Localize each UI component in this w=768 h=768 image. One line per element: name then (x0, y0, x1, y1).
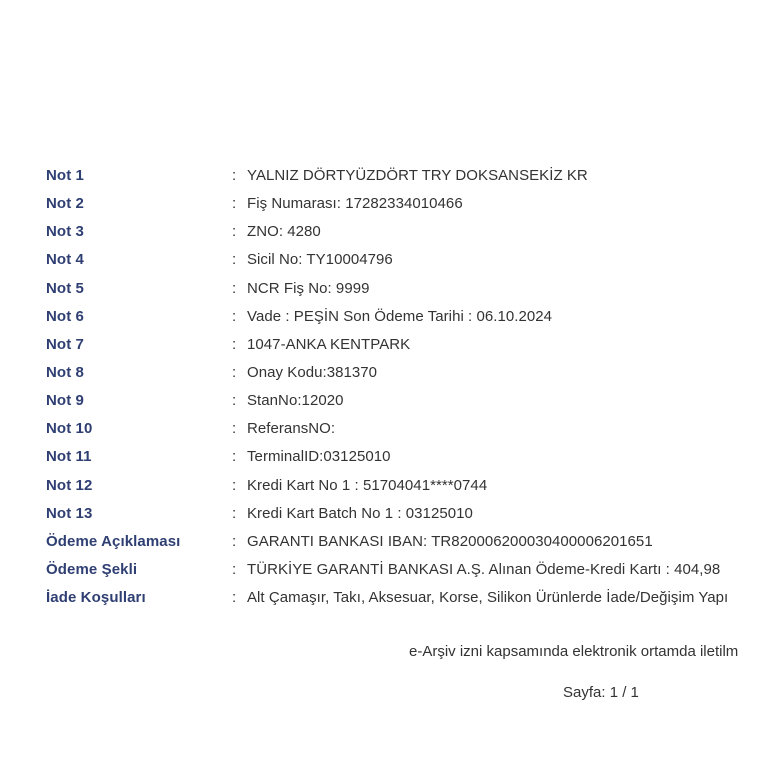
note-row (46, 361, 768, 389)
return-conditions-value: Alt Çamaşır, Takı, Aksesuar, Korse, Silikon Ürünlerde İade/Değişim Yapı (247, 589, 729, 607)
return-conditions-row (46, 586, 768, 614)
note-colon: : (232, 392, 237, 410)
note-value: 1047-ANKA KENTPARK (247, 335, 411, 353)
note-value: Sicil No: TY10004796 (247, 251, 393, 269)
note-row (46, 220, 768, 248)
note-colon: : (232, 167, 237, 184)
payment-description-label: Ödeme Açıklaması (46, 532, 181, 550)
note-colon: : (232, 335, 237, 353)
note-label: Not 9 (46, 392, 84, 410)
note-row (46, 248, 768, 276)
note-colon: : (232, 251, 237, 269)
note-colon: : (232, 476, 237, 494)
payment-description-row (46, 530, 768, 558)
note-label: Not 13 (46, 504, 93, 522)
note-value: Kredi Kart Batch No 1 : 03125010 (247, 504, 473, 522)
note-row (46, 417, 768, 445)
note-label: Not 10 (46, 420, 93, 438)
note-value: YALNIZ DÖRTYÜZDÖRT TRY DOKSANSEKİZ KR (247, 167, 588, 184)
note-value: Vade : PEŞİN Son Ödeme Tarihi : 06.10.2024 (247, 307, 553, 325)
note-colon: : (232, 223, 237, 241)
page-number: Sayfa: 1 / 1 (563, 684, 639, 701)
note-colon: : (232, 532, 237, 550)
note-label: Not 4 (46, 251, 84, 269)
note-row (46, 192, 768, 220)
note-value: ZNO: 4280 (247, 223, 321, 241)
note-value: NCR Fiş No: 9999 (247, 279, 370, 297)
note-value: StanNo:12020 (247, 392, 344, 410)
payment-method-row (46, 558, 768, 586)
note-colon: : (232, 589, 237, 607)
note-colon: : (232, 560, 237, 578)
note-label: Not 2 (46, 195, 84, 213)
note-colon: : (232, 279, 237, 297)
note-value: Onay Kodu:381370 (247, 363, 378, 381)
note-label: Not 6 (46, 307, 84, 325)
note-colon: : (232, 448, 237, 466)
note-colon: : (232, 420, 237, 438)
note-row (46, 277, 768, 305)
note-row (46, 305, 768, 333)
note-value: Fiş Numarası: 17282334010466 (247, 195, 463, 213)
note-label: Not 8 (46, 363, 84, 381)
note-colon: : (232, 307, 237, 325)
note-value: Kredi Kart No 1 : 51704041****0744 (247, 476, 488, 494)
note-value: TerminalID:03125010 (247, 448, 391, 466)
note-label: Not 7 (46, 335, 84, 353)
note-label: Not 3 (46, 223, 84, 241)
note-row (46, 502, 768, 530)
earsiv-note: e-Arşiv izni kapsamında elektronik ortamda iletilm (409, 643, 739, 660)
note-row (46, 333, 768, 361)
note-colon: : (232, 363, 237, 381)
return-conditions-label: İade Koşulları (46, 589, 146, 607)
note-row (46, 445, 768, 473)
note-label: Not 5 (46, 279, 84, 297)
payment-method-value: TÜRKİYE GARANTİ BANKASI A.Ş. Alınan Ödeme-Kredi Kartı : 404,98 (247, 560, 721, 578)
note-label: Not 1 (46, 167, 84, 184)
note-label: Not 12 (46, 476, 93, 494)
note-row (46, 389, 768, 417)
note-colon: : (232, 195, 237, 213)
payment-method-label: Ödeme Şekli (46, 560, 138, 578)
note-row (46, 474, 768, 502)
note-colon: : (232, 504, 237, 522)
note-row (46, 164, 768, 192)
payment-description-value: GARANTI BANKASI IBAN: TR820006200030400006201651 (247, 532, 653, 550)
note-value: ReferansNO: (247, 420, 336, 438)
note-label: Not 11 (46, 448, 92, 466)
notes-list (46, 164, 768, 614)
